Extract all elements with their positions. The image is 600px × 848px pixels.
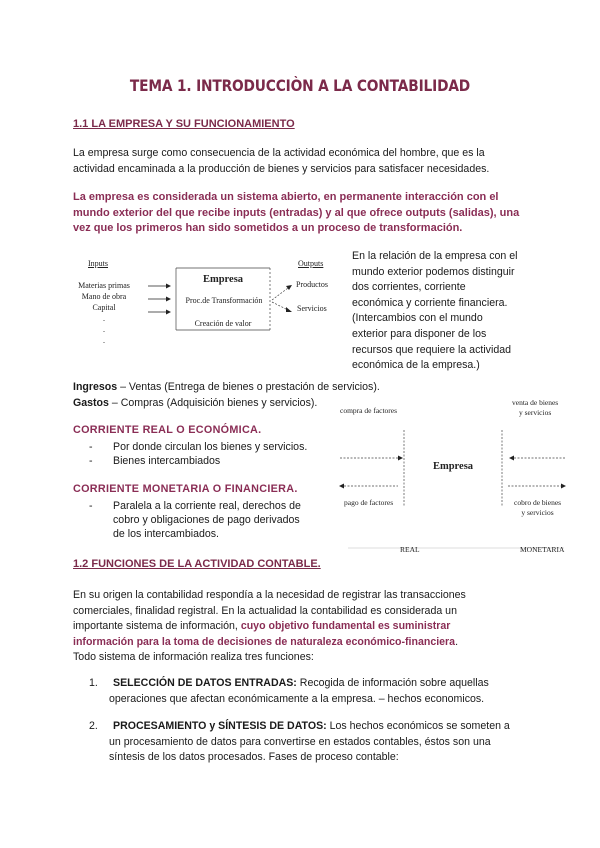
highlight-paragraph bbox=[73, 190, 519, 237]
corriente-real-heading: CORRIENTE REAL O ECONÓMICA. bbox=[73, 424, 262, 436]
list-item-text: Paralela a la corriente real, derechos de bbox=[113, 500, 301, 512]
list-item-continuation: cobro y obligaciones de pago derivados bbox=[113, 514, 300, 526]
side-line: exterior para disponer de los bbox=[352, 327, 487, 340]
corriente-monetaria-heading: CORRIENTE MONETARIA O FINANCIERA. bbox=[73, 483, 298, 495]
side-line: recursos que requiere la actividad bbox=[352, 343, 511, 356]
cobro-line: y servicios bbox=[521, 508, 554, 517]
output-item: Productos bbox=[296, 280, 328, 289]
paragraph-line: En su origen la contabilidad respondía a la necesidad de registrar las transacciones bbox=[73, 589, 466, 601]
highlight-line: mundo exterior del que recibe inputs (entradas) y al que ofrece outputs (salidas), una bbox=[73, 206, 520, 219]
functions-item-2 bbox=[89, 719, 559, 766]
item-label: SELECCIÓN DE DATOS ENTRADAS: bbox=[113, 677, 297, 689]
outputs-header: Outputs bbox=[298, 259, 324, 268]
diagram1-process: Proc.de Transformación bbox=[185, 296, 263, 305]
bullet-dash: - bbox=[89, 441, 93, 453]
side-paragraph bbox=[352, 249, 542, 374]
list-item bbox=[89, 440, 307, 454]
pago-label: pago de factores bbox=[344, 498, 394, 507]
side-line: económica y corriente financiera. bbox=[352, 296, 508, 309]
cobro-label bbox=[514, 498, 561, 518]
paragraph-line bbox=[73, 635, 466, 651]
output-item: Servicios bbox=[297, 304, 327, 313]
p4-end: . bbox=[455, 635, 459, 648]
section-heading-1-1: 1.1 LA EMPRESA Y SU FUNCIONAMIENTO bbox=[73, 118, 295, 130]
input-dot: . bbox=[103, 314, 105, 323]
paragraph-line: Todo sistema de información realiza tres funciones: bbox=[73, 651, 314, 664]
venta-label bbox=[512, 398, 558, 418]
item-line: síntesis de los datos procesados. Fases de proceso contable: bbox=[109, 751, 399, 764]
side-line: mundo exterior podemos distinguir bbox=[352, 265, 515, 278]
corriente-real-list bbox=[89, 440, 307, 468]
bullet-dash: - bbox=[89, 455, 93, 467]
ingresos-line bbox=[73, 380, 380, 396]
section-heading-1-2: 1.2 FUNCIONES DE LA ACTIVIDAD CONTABLE. bbox=[73, 558, 321, 570]
intro-paragraph bbox=[73, 146, 489, 177]
side-line: (Intercambios con el mundo bbox=[352, 312, 483, 325]
input-item: Materias primas bbox=[78, 281, 130, 290]
item-line bbox=[89, 719, 559, 735]
item-text: Recogida de información sobre aquellas bbox=[296, 677, 489, 689]
item-line: operaciones que afectan económicamente a la empresa. – hechos economicos. bbox=[109, 692, 485, 705]
venta-line: venta de bienes bbox=[512, 398, 559, 407]
diagram1-empresa: Empresa bbox=[202, 274, 244, 285]
ingresos-label: Ingresos bbox=[73, 381, 118, 393]
paragraph-line bbox=[73, 619, 466, 635]
item-number: 2. bbox=[89, 720, 98, 732]
list-item-text: Bienes intercambiados bbox=[113, 455, 221, 467]
monetaria-label: MONETARIA bbox=[520, 545, 565, 554]
list-item-text: Por donde circulan los bienes y servicios. bbox=[113, 441, 308, 453]
diagram1-value: Creación de valor bbox=[194, 319, 252, 328]
cobro-line: cobro de bienes bbox=[514, 498, 562, 507]
ingresos-gastos bbox=[73, 380, 380, 411]
p4-accent: información para la toma de decisiones de naturaleza económico-financiera bbox=[73, 635, 456, 648]
intro-line: actividad encaminada a la producción de bienes y servicios para satisfacer necesidades. bbox=[73, 162, 490, 175]
list-item bbox=[89, 454, 307, 468]
inputs-header: Inputs bbox=[88, 259, 108, 268]
paragraph-line: comerciales, finalidad registral. En la actualidad la contabilidad es considerada un bbox=[73, 604, 457, 617]
highlight-line: vez que los primeros han sido sometidos a un proceso de transformación. bbox=[73, 222, 463, 235]
functions-item-1 bbox=[89, 676, 549, 707]
item-text: Los hechos económicos se someten a bbox=[326, 720, 510, 732]
page-title: TEMA 1. INTRODUCCIÒN A LA CONTABILIDAD bbox=[129, 76, 471, 95]
corriente-monetaria-list bbox=[89, 499, 301, 541]
p3-accent: cuyo objetivo fundamental es suministrar bbox=[240, 620, 451, 633]
ingresos-text: – Ventas (Entrega de bienes o prestación de servicios). bbox=[117, 381, 380, 393]
venta-line: y servicios bbox=[518, 408, 552, 417]
functions-paragraph bbox=[73, 588, 466, 666]
item-line bbox=[89, 676, 549, 692]
diagram2-empresa: Empresa bbox=[432, 461, 474, 472]
gastos-label: Gastos bbox=[73, 396, 109, 409]
gastos-line bbox=[73, 396, 380, 412]
flows-diagram bbox=[336, 398, 576, 563]
item-line: un procesamiento de datos para convertirse en estados contables, éstos son una bbox=[109, 735, 491, 748]
input-item: Mano de obra bbox=[81, 292, 127, 301]
item-number: 1. bbox=[89, 677, 98, 689]
gastos-text: – Compras (Adquisición bienes y servicios). bbox=[108, 396, 318, 409]
empresa-io-diagram bbox=[60, 256, 345, 356]
input-dot: . bbox=[103, 336, 105, 345]
list-item-continuation: de los intercambiados. bbox=[113, 528, 219, 540]
intro-line: La empresa surge como consecuencia de la actividad económica del hombre, que es la bbox=[73, 147, 485, 159]
diagram2-lines bbox=[336, 398, 576, 563]
input-dot: . bbox=[103, 325, 105, 334]
p3-plain: importante sistema de información, bbox=[73, 620, 241, 633]
side-line: económica de la empresa.) bbox=[352, 359, 480, 372]
input-item: Capital bbox=[92, 303, 116, 312]
compra-label: compra de factores bbox=[340, 406, 398, 415]
real-label: REAL bbox=[400, 545, 420, 554]
highlight-line: La empresa es considerada un sistema abierto, en permanente interacción con el bbox=[73, 191, 499, 203]
list-item bbox=[89, 499, 301, 513]
bullet-dash: - bbox=[89, 500, 93, 512]
side-line: dos corrientes, corriente bbox=[352, 281, 466, 294]
side-line: En la relación de la empresa con el bbox=[352, 250, 518, 262]
item-label: PROCESAMIENTO y SÍNTESIS DE DATOS: bbox=[113, 720, 327, 732]
